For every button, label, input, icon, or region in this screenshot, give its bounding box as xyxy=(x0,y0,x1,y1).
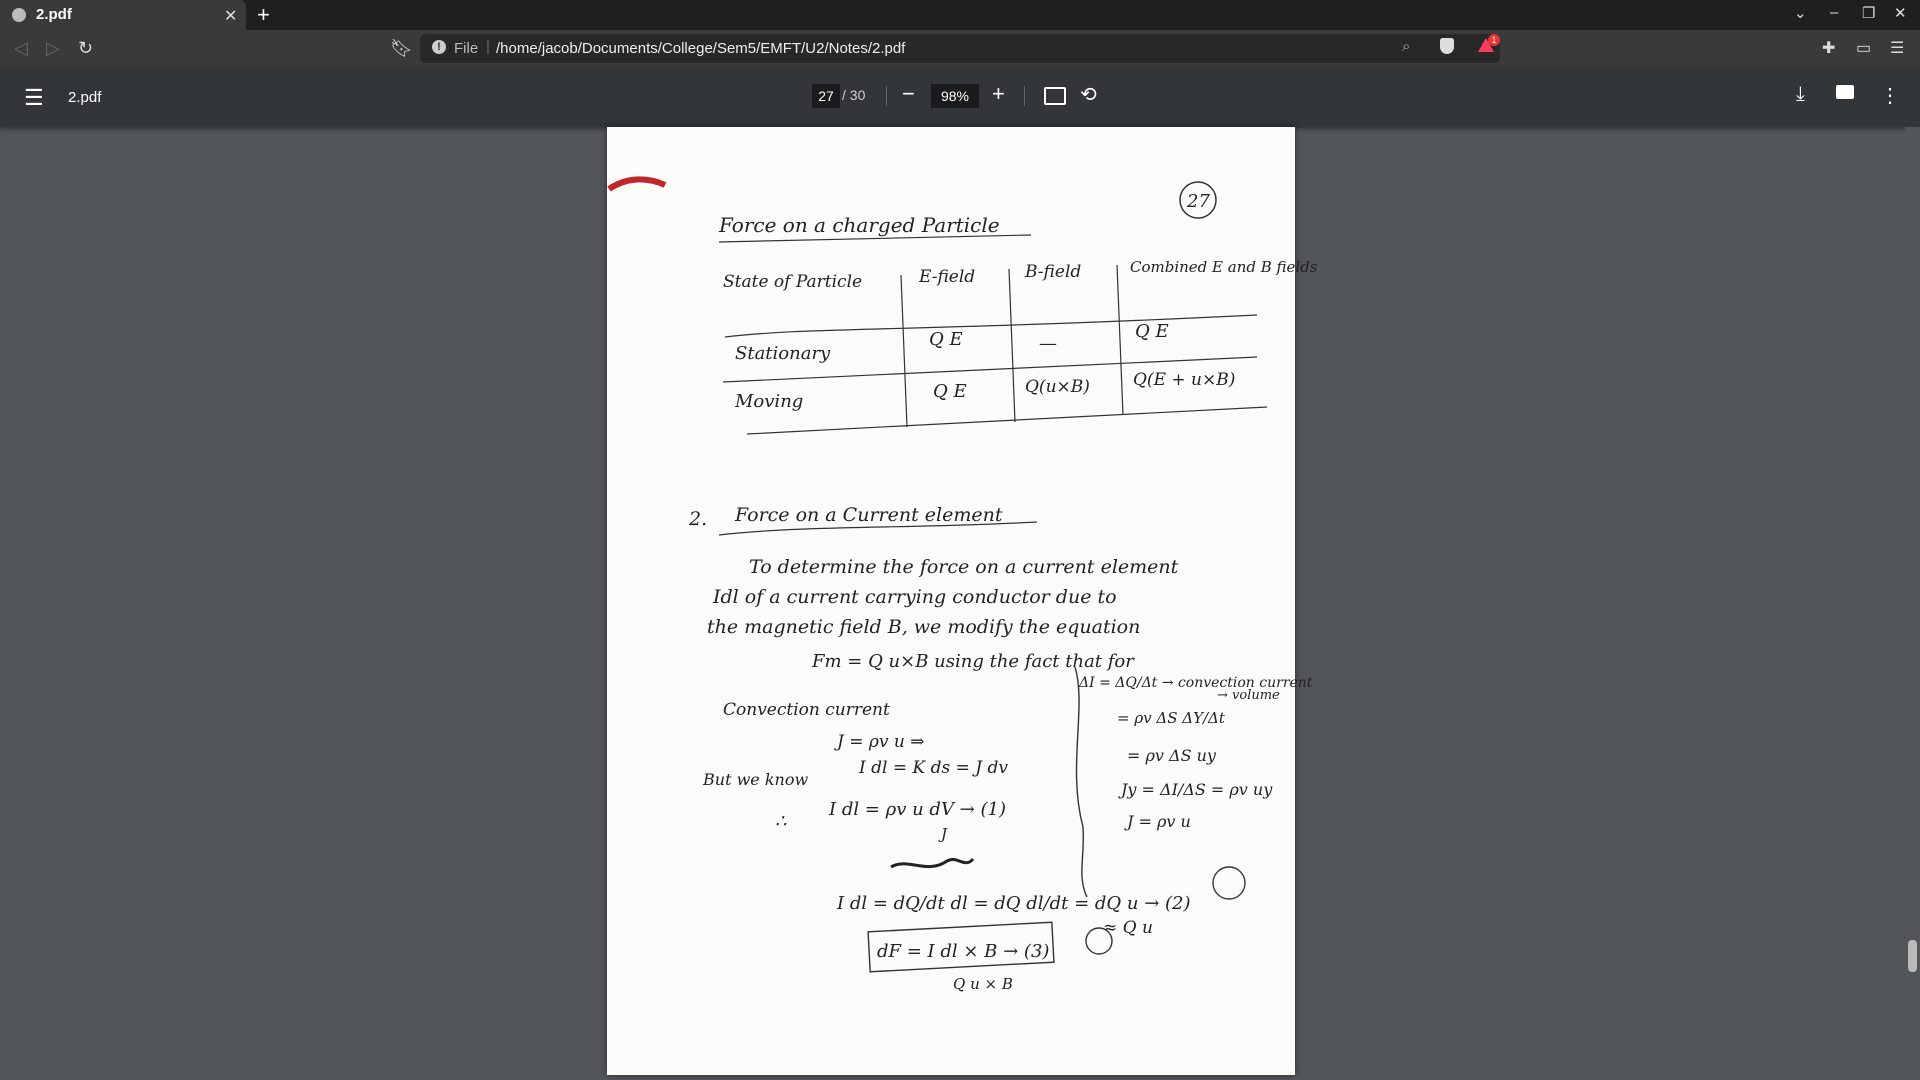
heading2-number: 2. xyxy=(689,508,708,530)
url-separator: | xyxy=(486,38,490,55)
extensions-icon[interactable]: ✚ xyxy=(1822,40,1836,57)
url-scheme: File xyxy=(454,40,479,57)
more-actions-icon[interactable]: ⋮ xyxy=(1880,85,1900,107)
para-line-2: Idl of a current carrying conductor due to xyxy=(713,586,1117,608)
but-we-know-label: But we know xyxy=(703,770,809,789)
table-rule xyxy=(725,315,1257,337)
brave-shields-icon[interactable] xyxy=(1440,38,1454,54)
equation-2: I dl = dQ/dt dl = dQ dl/dt = dQ u → (2) xyxy=(837,893,1191,914)
close-tab-icon[interactable]: ✕ xyxy=(224,8,238,25)
url-text[interactable]: /home/jacob/Documents/College/Sem5/EMFT/U2/Notes/2.pdf xyxy=(496,40,906,57)
restore-button[interactable]: ❐ xyxy=(1862,5,1876,22)
pdf-page xyxy=(607,127,1318,1075)
rewards-badge: 1 xyxy=(1488,34,1500,46)
fit-page-icon[interactable] xyxy=(1044,87,1066,105)
table-header-b-field: B-field xyxy=(1025,262,1082,282)
brace xyxy=(1075,667,1087,897)
eq-current-element: I dl = K ds = J dv xyxy=(859,758,1008,778)
toolbar-divider xyxy=(886,86,887,106)
table-header-e-field: E-field xyxy=(919,267,976,287)
eq2-number-circle xyxy=(1213,867,1245,899)
wallet-icon[interactable]: ▭ xyxy=(1856,40,1872,57)
equation-2-approx: ≈ Q u xyxy=(1103,918,1153,938)
side-eq-1: ΔI = ΔQ/Δt → convection current xyxy=(1079,675,1313,691)
side-eq-3: = ρv ΔS uy xyxy=(1127,746,1216,765)
navigation-bar xyxy=(0,30,1920,67)
document-title: 2.pdf xyxy=(68,89,102,106)
equation-1: I dl = ρv u dV → (1) xyxy=(829,799,1006,820)
note-page-number: 27 xyxy=(1187,191,1210,212)
eq3-number-circle xyxy=(1086,928,1112,954)
side-eq-2: = ρv ΔS ΔY/Δt xyxy=(1117,709,1225,727)
handwritten-notes xyxy=(607,127,1318,1075)
row-stationary-e: Q E xyxy=(929,329,963,350)
new-tab-button[interactable]: + xyxy=(257,2,270,27)
scrollbar-track[interactable] xyxy=(1905,127,1920,1080)
row-moving-combined: Q(E + u×B) xyxy=(1133,370,1236,390)
table-rule xyxy=(747,407,1267,434)
para-line-3: the magnetic field B, we modify the equation xyxy=(707,616,1141,638)
bookmark-icon[interactable]: 🔖︎ xyxy=(390,38,413,58)
table-header-combined: Combined E and B fields xyxy=(1130,258,1318,276)
pdf-toolbar xyxy=(0,67,1920,127)
side-volume-label: → volume xyxy=(1217,688,1280,703)
zoom-icon[interactable]: ⌕ xyxy=(1402,38,1411,55)
forward-icon[interactable]: ▷ xyxy=(46,38,60,58)
table-column-line xyxy=(1009,269,1015,422)
address-bar[interactable] xyxy=(420,34,1500,63)
equation-1-under: J xyxy=(941,825,948,843)
row-stationary-label: Stationary xyxy=(735,343,831,364)
scrollbar-thumb[interactable] xyxy=(1908,940,1917,972)
scribble-mark xyxy=(891,859,973,867)
para-line-1: To determine the force on a current element xyxy=(749,556,1179,578)
browser-menu-icon[interactable]: ☰ xyxy=(1890,40,1905,57)
download-icon[interactable]: ⤓ xyxy=(1796,83,1805,105)
info-icon[interactable]: ! xyxy=(432,40,446,54)
side-eq-5: J = ρv u xyxy=(1127,812,1191,831)
table-column-line xyxy=(1117,265,1123,415)
zoom-out-button[interactable]: − xyxy=(902,81,915,106)
reload-icon[interactable]: ↻ xyxy=(78,38,94,58)
rotate-icon[interactable]: ⟲ xyxy=(1080,84,1097,106)
page-number-input[interactable]: 27 xyxy=(812,84,840,108)
equation-3-under: Q u × B xyxy=(953,975,1013,993)
print-icon[interactable] xyxy=(1836,85,1854,99)
tab-title: 2.pdf xyxy=(36,6,72,23)
equation-3: dF = I dl × B → (3) xyxy=(877,941,1050,962)
tab-search-icon[interactable]: ⌄ xyxy=(1794,5,1807,22)
back-icon[interactable]: ◁ xyxy=(14,38,28,58)
zoom-in-button[interactable]: + xyxy=(992,81,1005,106)
table-header-state: State of Particle xyxy=(723,272,863,292)
toolbar-divider xyxy=(1024,86,1025,106)
heading-force-charged-particle: Force on a charged Particle xyxy=(719,213,1000,237)
row-stationary-b: — xyxy=(1039,333,1057,354)
browser-tab[interactable] xyxy=(0,0,246,30)
row-moving-label: Moving xyxy=(735,391,804,412)
row-moving-e: Q E xyxy=(933,381,967,402)
globe-icon xyxy=(12,8,26,22)
tab-bar xyxy=(0,0,1920,30)
zoom-input[interactable]: 98% xyxy=(931,84,979,108)
therefore-symbol: ∴ xyxy=(775,811,787,832)
page-total: / 30 xyxy=(842,87,866,103)
row-moving-b: Q(u×B) xyxy=(1025,377,1090,397)
red-ink-mark xyxy=(609,179,665,189)
table-column-line xyxy=(901,275,907,427)
window-close-button[interactable]: ✕ xyxy=(1894,5,1907,22)
side-eq-4: Jy = ΔI/ΔS = ρv uy xyxy=(1121,780,1273,799)
sidebar-menu-icon[interactable]: ☰ xyxy=(24,85,44,110)
para-line-4: Fm = Q u×B using the fact that for xyxy=(812,651,1134,672)
row-stationary-combined: Q E xyxy=(1135,321,1169,342)
heading-force-current-element: Force on a Current element xyxy=(735,504,1003,526)
convection-current-label: Convection current xyxy=(723,700,890,720)
minimize-button[interactable]: – xyxy=(1830,4,1839,21)
eq-current-density: J = ρv u ⇒ xyxy=(837,732,925,752)
